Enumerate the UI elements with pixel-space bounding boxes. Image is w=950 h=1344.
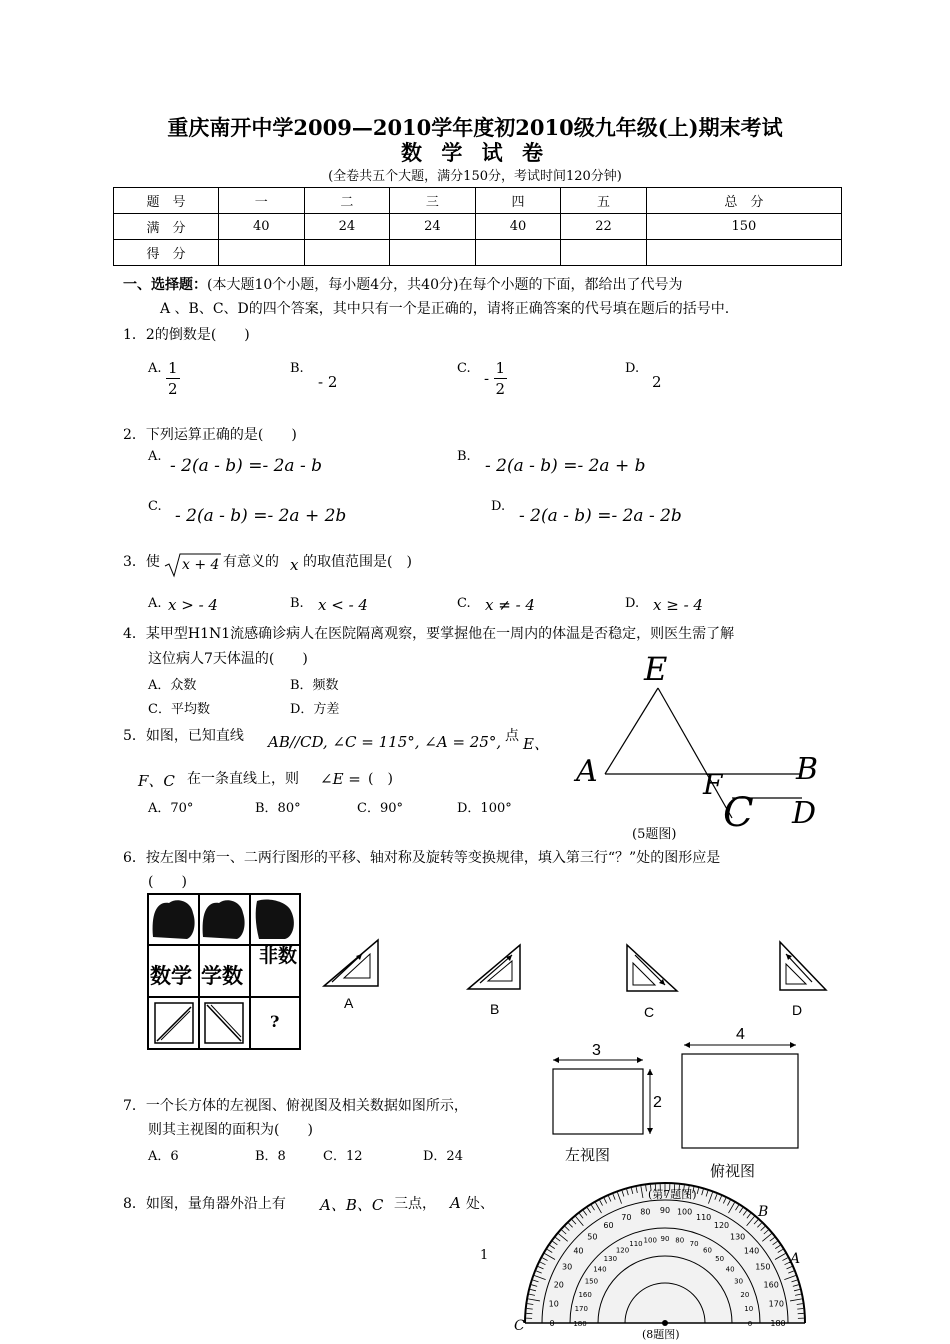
q7-option-d: D．24 — [423, 1149, 463, 1164]
table-cell: 一 — [219, 188, 305, 214]
protractor-degree-label: 180 — [770, 1319, 786, 1328]
section-heading: 一、选择题： — [123, 277, 207, 293]
q4-stem-line2: 这位病人7天体温的( ) — [148, 651, 308, 667]
protractor-degree-label: 80 — [640, 1207, 651, 1217]
protractor-inner-degree-label: 140 — [593, 1265, 607, 1274]
table-row — [114, 214, 842, 240]
q4-stem-line1: 4．某甲型H1N1流感确诊病人在医院隔离观察，要掌握他在一周内的体温是否稳定，则医生需了解 — [123, 626, 735, 642]
q3-option-d-expr: x ≥ - 4 — [653, 596, 703, 614]
q7-left-width: 3 — [592, 1042, 601, 1059]
table-row — [114, 240, 842, 266]
fig5-label-f: F — [703, 768, 723, 801]
q1-option-c: C. — [457, 361, 471, 376]
protractor-degree-label: 60 — [603, 1221, 614, 1231]
protractor-inner-degree-label: 110 — [629, 1240, 643, 1249]
protractor-degree-label: 100 — [676, 1207, 693, 1217]
q1-option-a: A. — [148, 361, 162, 376]
protractor-inner-degree-label: 70 — [689, 1240, 699, 1249]
q6-option-b-label: B — [490, 1001, 500, 1017]
q6-option-c-shape — [625, 943, 679, 993]
q5-option-a: A．70° — [148, 801, 194, 816]
score-input-cell[interactable] — [561, 240, 647, 266]
q7-option-a: A．6 — [148, 1149, 179, 1164]
grid-cell-text: 非数 — [258, 945, 297, 967]
q7-top-width: 4 — [736, 1026, 745, 1043]
protractor-degree-label: 150 — [755, 1262, 771, 1272]
protractor-inner-degree-label: 180 — [573, 1320, 587, 1328]
q1-option-b-value: - 2 — [318, 373, 338, 391]
q8-stem-end: 处、 — [466, 1196, 494, 1212]
q5-ask: ∠E = — [320, 770, 361, 788]
q7-top-caption: 俯视图 — [710, 1162, 756, 1180]
q3-radicand: x + 4 — [182, 557, 220, 573]
table-cell: 22 — [561, 214, 647, 240]
protractor-degree-label: 90 — [659, 1206, 671, 1215]
section-intro-line1: (本大题10个小题，每小题4分，共40分)在每个小题的下面，都给出了代号为 — [207, 277, 683, 293]
fig8-label-b: B — [758, 1204, 769, 1220]
q5-option-c: C．90° — [357, 801, 403, 816]
q5-stem-line2: 在一条直线上，则 — [187, 771, 299, 787]
q7-left-view — [548, 1055, 668, 1140]
fig5-caption: (5题图) — [632, 827, 677, 842]
section-intro-line2: A 、B、C、D的四个答案，其中只有一个是正确的，请将正确答案的代号填在题后的括号中. — [160, 301, 730, 317]
q1-option-d-value: 2 — [652, 373, 662, 391]
protractor-inner-degree-label: 10 — [744, 1305, 754, 1314]
protractor-degree-label: 30 — [562, 1262, 573, 1272]
q3-stem-end: 的取值范围是( ) — [303, 554, 412, 570]
protractor-degree-label: 170 — [768, 1299, 784, 1309]
protractor-degree-label: 0 — [549, 1319, 555, 1328]
protractor-inner-degree-label: 0 — [747, 1320, 753, 1328]
fraction-numerator: 1 — [495, 359, 506, 377]
q2-option-d-expr: - 2(a - b) =- 2a - 2b — [519, 506, 682, 526]
q8-stem-mid: 三点， — [394, 1196, 436, 1212]
q5-condition: AB//CD, ∠C = 115°, ∠A = 25°, — [268, 733, 502, 751]
protractor-inner-degree-label: 50 — [715, 1254, 725, 1263]
q8-points: A、B、C — [320, 1196, 384, 1214]
exam-subtitle: 数 学 试 卷 — [401, 140, 549, 165]
q2-option-a-expr: - 2(a - b) =- 2a - b — [170, 456, 322, 476]
q7-left-caption: 左视图 — [565, 1146, 611, 1164]
protractor-degree-label: 140 — [743, 1246, 760, 1256]
q3-option-a: A. — [148, 596, 162, 611]
table-cell: 三 — [390, 188, 476, 214]
protractor-degree-label: 20 — [553, 1280, 564, 1290]
protractor-degree-label: 120 — [713, 1221, 730, 1231]
q5-option-d: D．100° — [457, 801, 512, 816]
fraction-numerator: 1 — [168, 359, 178, 377]
q7-stem-line2: 则其主视图的面积为( ) — [148, 1122, 313, 1138]
page-number: 1 — [480, 1248, 489, 1263]
protractor-inner-degree-label: 40 — [725, 1265, 735, 1274]
protractor-inner-degree-label: 120 — [615, 1246, 630, 1255]
exam-title: 重庆南开中学2009—2010学年度初2010级九年级(上)期末考试 — [167, 115, 783, 140]
grid-cell-text: 数学 — [150, 963, 192, 988]
grid-question-mark: ? — [270, 1012, 280, 1031]
section-intro — [123, 274, 682, 294]
protractor-inner-degree-label: 100 — [643, 1236, 657, 1245]
q6-option-c-label: C — [644, 1004, 655, 1020]
q5-point-e: E、 — [523, 735, 549, 753]
q2-option-d: D. — [491, 499, 506, 514]
q6-stem-line1: 6．按左图中第一、二两行图形的平移、轴对称及旋转等变换规律，填入第三行“？”处的图形应是 — [123, 850, 721, 866]
q1-option-a-value — [166, 358, 180, 399]
table-cell: 24 — [390, 214, 476, 240]
q1-stem: 1．2的倒数是( ) — [123, 327, 250, 343]
table-cell: 五 — [561, 188, 647, 214]
fig5-label-a: A — [576, 754, 598, 789]
q7-left-height: 2 — [653, 1094, 662, 1111]
table-cell: 得 分 — [114, 240, 219, 266]
q7-option-c: C．12 — [323, 1149, 363, 1164]
q5-stem-point: 点 — [505, 728, 519, 744]
protractor-degree-label: 130 — [729, 1232, 746, 1242]
q3-option-d: D. — [625, 596, 640, 611]
q2-option-a: A. — [148, 449, 162, 464]
protractor-inner-degree-label: 20 — [740, 1290, 750, 1299]
q3-option-c: C. — [457, 596, 471, 611]
q3-option-c-expr: x ≠ - 4 — [485, 596, 535, 614]
table-cell: 二 — [304, 188, 390, 214]
table-cell: 24 — [304, 214, 390, 240]
q5-paren: ( ) — [368, 771, 393, 787]
fraction-denominator: 2 — [495, 380, 506, 398]
q3-stem-mid: 有意义的 — [223, 554, 279, 570]
q3-option-b: B. — [290, 596, 304, 611]
table-cell: 四 — [475, 188, 561, 214]
score-input-cell[interactable] — [475, 240, 561, 266]
fig8-label-c: C — [514, 1318, 525, 1334]
exam-note: (全卷共五个大题，满分150分，考试时间120分钟) — [328, 169, 622, 184]
q4-option-b: B．频数 — [290, 678, 339, 693]
protractor-inner-degree-label: 30 — [734, 1277, 744, 1286]
protractor-inner-degree-label: 130 — [603, 1254, 618, 1263]
q5-stem-start: 5．如图，已知直线 — [123, 728, 244, 744]
protractor-inner-degree-label: 80 — [675, 1236, 685, 1245]
table-cell: 40 — [475, 214, 561, 240]
protractor-inner-degree-label: 60 — [703, 1246, 712, 1255]
q6-option-d-label: D — [792, 1002, 803, 1018]
fig8-caption: (8题图) — [642, 1328, 680, 1341]
q7-option-b: B．8 — [255, 1149, 286, 1164]
protractor-inner-degree-label: 170 — [574, 1305, 588, 1314]
q2-option-c: C. — [148, 499, 162, 514]
minus-sign: - — [484, 369, 490, 388]
q5-points-fc: F、C — [138, 772, 175, 790]
grid-cell-text: 学数 — [201, 963, 243, 988]
table-row — [114, 188, 842, 214]
q6-option-b-shape — [466, 943, 522, 991]
protractor-degree-label: 40 — [573, 1246, 584, 1256]
score-input-cell[interactable] — [219, 240, 305, 266]
q8-protractor — [520, 1178, 810, 1338]
q1-option-b: B. — [290, 361, 304, 376]
q6-option-a-shape — [322, 938, 382, 988]
table-cell: 题 号 — [114, 188, 219, 214]
protractor-degree-label: 70 — [621, 1212, 632, 1222]
q4-option-d: D．方差 — [290, 702, 340, 717]
q1-option-c-value — [484, 358, 507, 399]
q3-var: x — [290, 556, 299, 574]
score-input-cell[interactable] — [304, 240, 390, 266]
fig5-label-e: E — [644, 650, 668, 688]
q2-option-b-expr: - 2(a - b) =- 2a + b — [485, 456, 646, 476]
q6-option-a-label: A — [344, 995, 354, 1011]
protractor-degree-label: 110 — [696, 1212, 712, 1222]
table-cell: 150 — [646, 214, 841, 240]
score-input-cell[interactable] — [390, 240, 476, 266]
q4-option-c: C．平均数 — [148, 702, 210, 717]
fig8-label-a: A — [790, 1251, 801, 1267]
fig7-caption-overlap: (第7题图) — [648, 1188, 697, 1201]
q3-stem-start: 3．使 — [123, 554, 160, 570]
q3-option-b-expr: x < - 4 — [318, 596, 368, 614]
protractor-degree-label: 160 — [763, 1280, 779, 1290]
fig5-label-d: D — [792, 796, 817, 831]
protractor-degree-label: 10 — [548, 1299, 559, 1309]
q8-point-a: A — [450, 1194, 461, 1212]
fraction-denominator: 2 — [168, 380, 178, 398]
score-table — [113, 187, 842, 266]
table-cell: 总 分 — [646, 188, 841, 214]
protractor-inner-degree-label: 160 — [578, 1290, 592, 1299]
table-cell: 40 — [219, 214, 305, 240]
q1-option-d: D. — [625, 361, 640, 376]
q5-option-b: B．80° — [255, 801, 301, 816]
line-ea — [605, 688, 658, 774]
q2-stem: 2．下列运算正确的是( ) — [123, 427, 297, 443]
q6-option-d-shape — [778, 940, 828, 992]
fig5-label-c: C — [723, 790, 754, 836]
protractor-degree-label: 50 — [587, 1232, 598, 1242]
q3-option-a-expr: x > - 4 — [168, 596, 218, 614]
protractor-inner-degree-label: 90 — [660, 1235, 670, 1243]
score-input-cell[interactable] — [646, 240, 841, 266]
q7-stem-line1: 7．一个长方体的左视图、俯视图及相关数据如图所示， — [123, 1098, 468, 1114]
table-cell: 满 分 — [114, 214, 219, 240]
q2-option-b: B. — [457, 449, 471, 464]
protractor-inner-degree-label: 150 — [584, 1277, 599, 1286]
q4-option-a: A．众数 — [148, 678, 197, 693]
q2-option-c-expr: - 2(a - b) =- 2a + 2b — [175, 506, 347, 526]
q7-top-view — [678, 1040, 803, 1152]
q6-stem-line2: ( ) — [148, 874, 187, 890]
q8-stem-start: 8．如图，量角器外沿上有 — [123, 1196, 286, 1212]
fig5-label-b: B — [796, 752, 819, 787]
